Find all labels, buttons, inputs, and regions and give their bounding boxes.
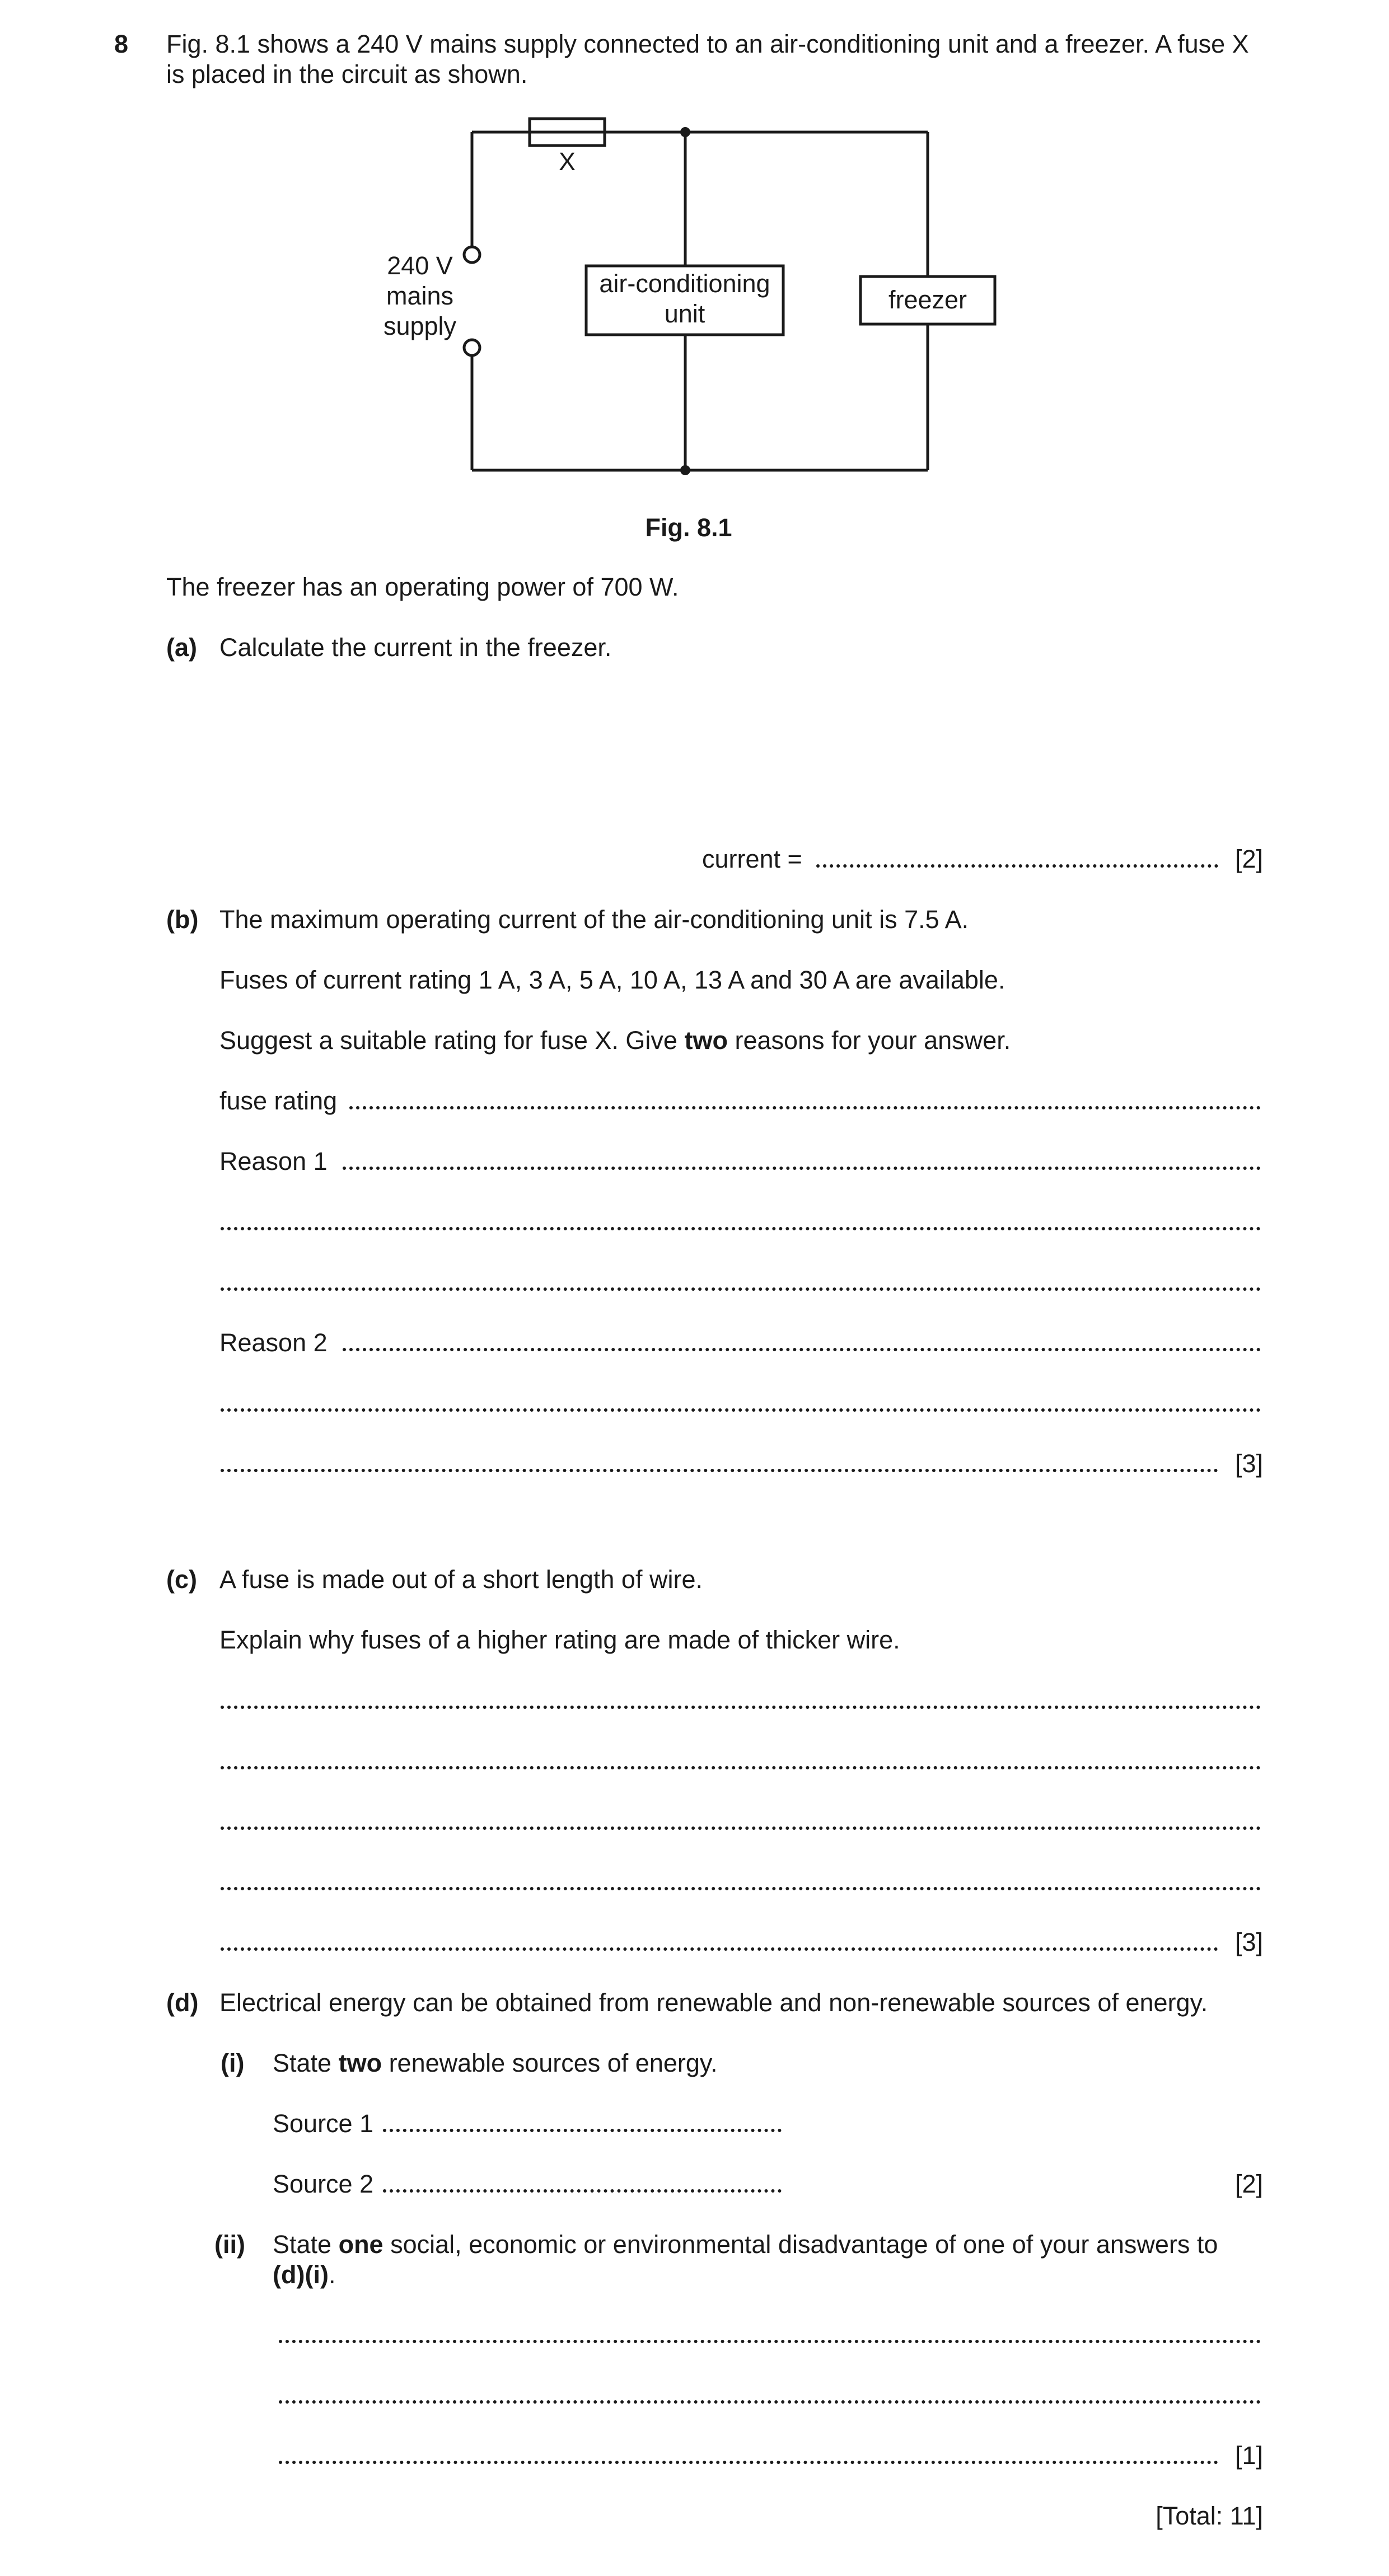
part-d-i-marks: [2] <box>1234 2170 1263 2198</box>
source-1-answer-line[interactable] <box>383 2129 782 2132</box>
reason-2-answer-line-3[interactable] <box>221 1469 1218 1472</box>
part-a-label: (a) <box>166 633 197 662</box>
reason-1-label: Reason 1 <box>219 1147 328 1175</box>
fuse-rating-label: fuse rating <box>219 1086 338 1115</box>
part-c-answer-line-5[interactable] <box>221 1947 1218 1951</box>
part-d-label: (d) <box>166 1988 199 2017</box>
reason-1-answer-line-2[interactable] <box>221 1227 1261 1230</box>
part-c-text-2: Explain why fuses of a higher rating are made of thicker wire. <box>219 1626 900 1654</box>
part-c-answer-line-4[interactable] <box>221 1887 1261 1890</box>
junction-dot-bottom <box>680 465 690 475</box>
supply-label-line-1: 240 V <box>387 251 453 280</box>
reason-1-answer-line-3[interactable] <box>221 1287 1261 1291</box>
figure-caption: Fig. 8.1 <box>645 513 732 542</box>
total-marks: [Total: 11] <box>1156 2502 1263 2530</box>
supply-terminal-lower <box>464 340 480 355</box>
question-number: 8 <box>114 30 129 58</box>
part-d-ii-text-line-2: (d)(i). <box>273 2260 336 2289</box>
supply-label-line-2: mains <box>386 282 454 310</box>
part-c-text-1: A fuse is made out of a short length of wire. <box>219 1565 703 1594</box>
ac-unit-label-line-1: air-conditioning <box>599 269 770 298</box>
part-d-ii-answer-line-3[interactable] <box>279 2461 1218 2464</box>
part-d-ii-text: State one social, economic or environmental disadvantage of one of your answers to <box>273 2230 1218 2259</box>
supply-label-line-3: supply <box>383 312 457 340</box>
current-answer-label: current = <box>702 845 802 873</box>
part-c-answer-line-2[interactable] <box>221 1766 1261 1769</box>
part-c-label: (c) <box>166 1565 197 1594</box>
part-c-marks: [3] <box>1234 1928 1263 1956</box>
part-b-label: (b) <box>166 905 199 934</box>
part-d-ii-answer-line-1[interactable] <box>279 2340 1261 2343</box>
intro-line-1: Fig. 8.1 shows a 240 V mains supply connected to an air-conditioning unit and a freezer. A fuse X <box>166 30 1249 58</box>
stem-text: The freezer has an operating power of 700 W. <box>166 573 679 601</box>
source-2-label: Source 2 <box>273 2170 374 2198</box>
reason-2-label: Reason 2 <box>219 1328 328 1357</box>
ac-unit-label-line-2: unit <box>664 299 705 328</box>
part-d-ii-answer-line-2[interactable] <box>279 2400 1261 2404</box>
intro-line-2: is placed in the circuit as shown. <box>166 60 528 88</box>
source-1-label: Source 1 <box>273 2109 374 2138</box>
fuse-rating-answer-line[interactable] <box>349 1106 1261 1109</box>
fuse-x-label: X <box>558 147 576 176</box>
part-a-text: Calculate the current in the freezer. <box>219 633 612 662</box>
freezer-label: freezer <box>888 285 967 314</box>
current-answer-line[interactable] <box>816 864 1218 868</box>
part-c-answer-line-3[interactable] <box>221 1826 1261 1830</box>
part-c-answer-line-1[interactable] <box>221 1706 1261 1709</box>
source-2-answer-line[interactable] <box>383 2189 782 2193</box>
part-d-i-text: State two renewable sources of energy. <box>273 2049 718 2077</box>
reason-2-answer-line-1[interactable] <box>343 1348 1261 1351</box>
circuit-diagram <box>0 0 1389 504</box>
part-d-ii-label: (ii) <box>214 2230 245 2259</box>
part-b-text-1: The maximum operating current of the air-conditioning unit is 7.5 A. <box>219 905 969 934</box>
reason-2-answer-line-2[interactable] <box>221 1408 1261 1412</box>
reason-1-answer-line-1[interactable] <box>343 1167 1261 1170</box>
part-b-text-3: Suggest a suitable rating for fuse X. Give two reasons for your answer. <box>219 1026 1011 1055</box>
part-d-text: Electrical energy can be obtained from renewable and non-renewable sources of energy. <box>219 1988 1208 2017</box>
part-d-ii-marks: [1] <box>1234 2441 1263 2470</box>
part-b-text-2: Fuses of current rating 1 A, 3 A, 5 A, 10 A, 13 A and 30 A are available. <box>219 966 1005 994</box>
junction-dot-top <box>680 127 690 137</box>
part-d-i-label: (i) <box>221 2049 245 2077</box>
part-a-marks: [2] <box>1234 845 1263 873</box>
part-b-marks: [3] <box>1234 1449 1263 1478</box>
